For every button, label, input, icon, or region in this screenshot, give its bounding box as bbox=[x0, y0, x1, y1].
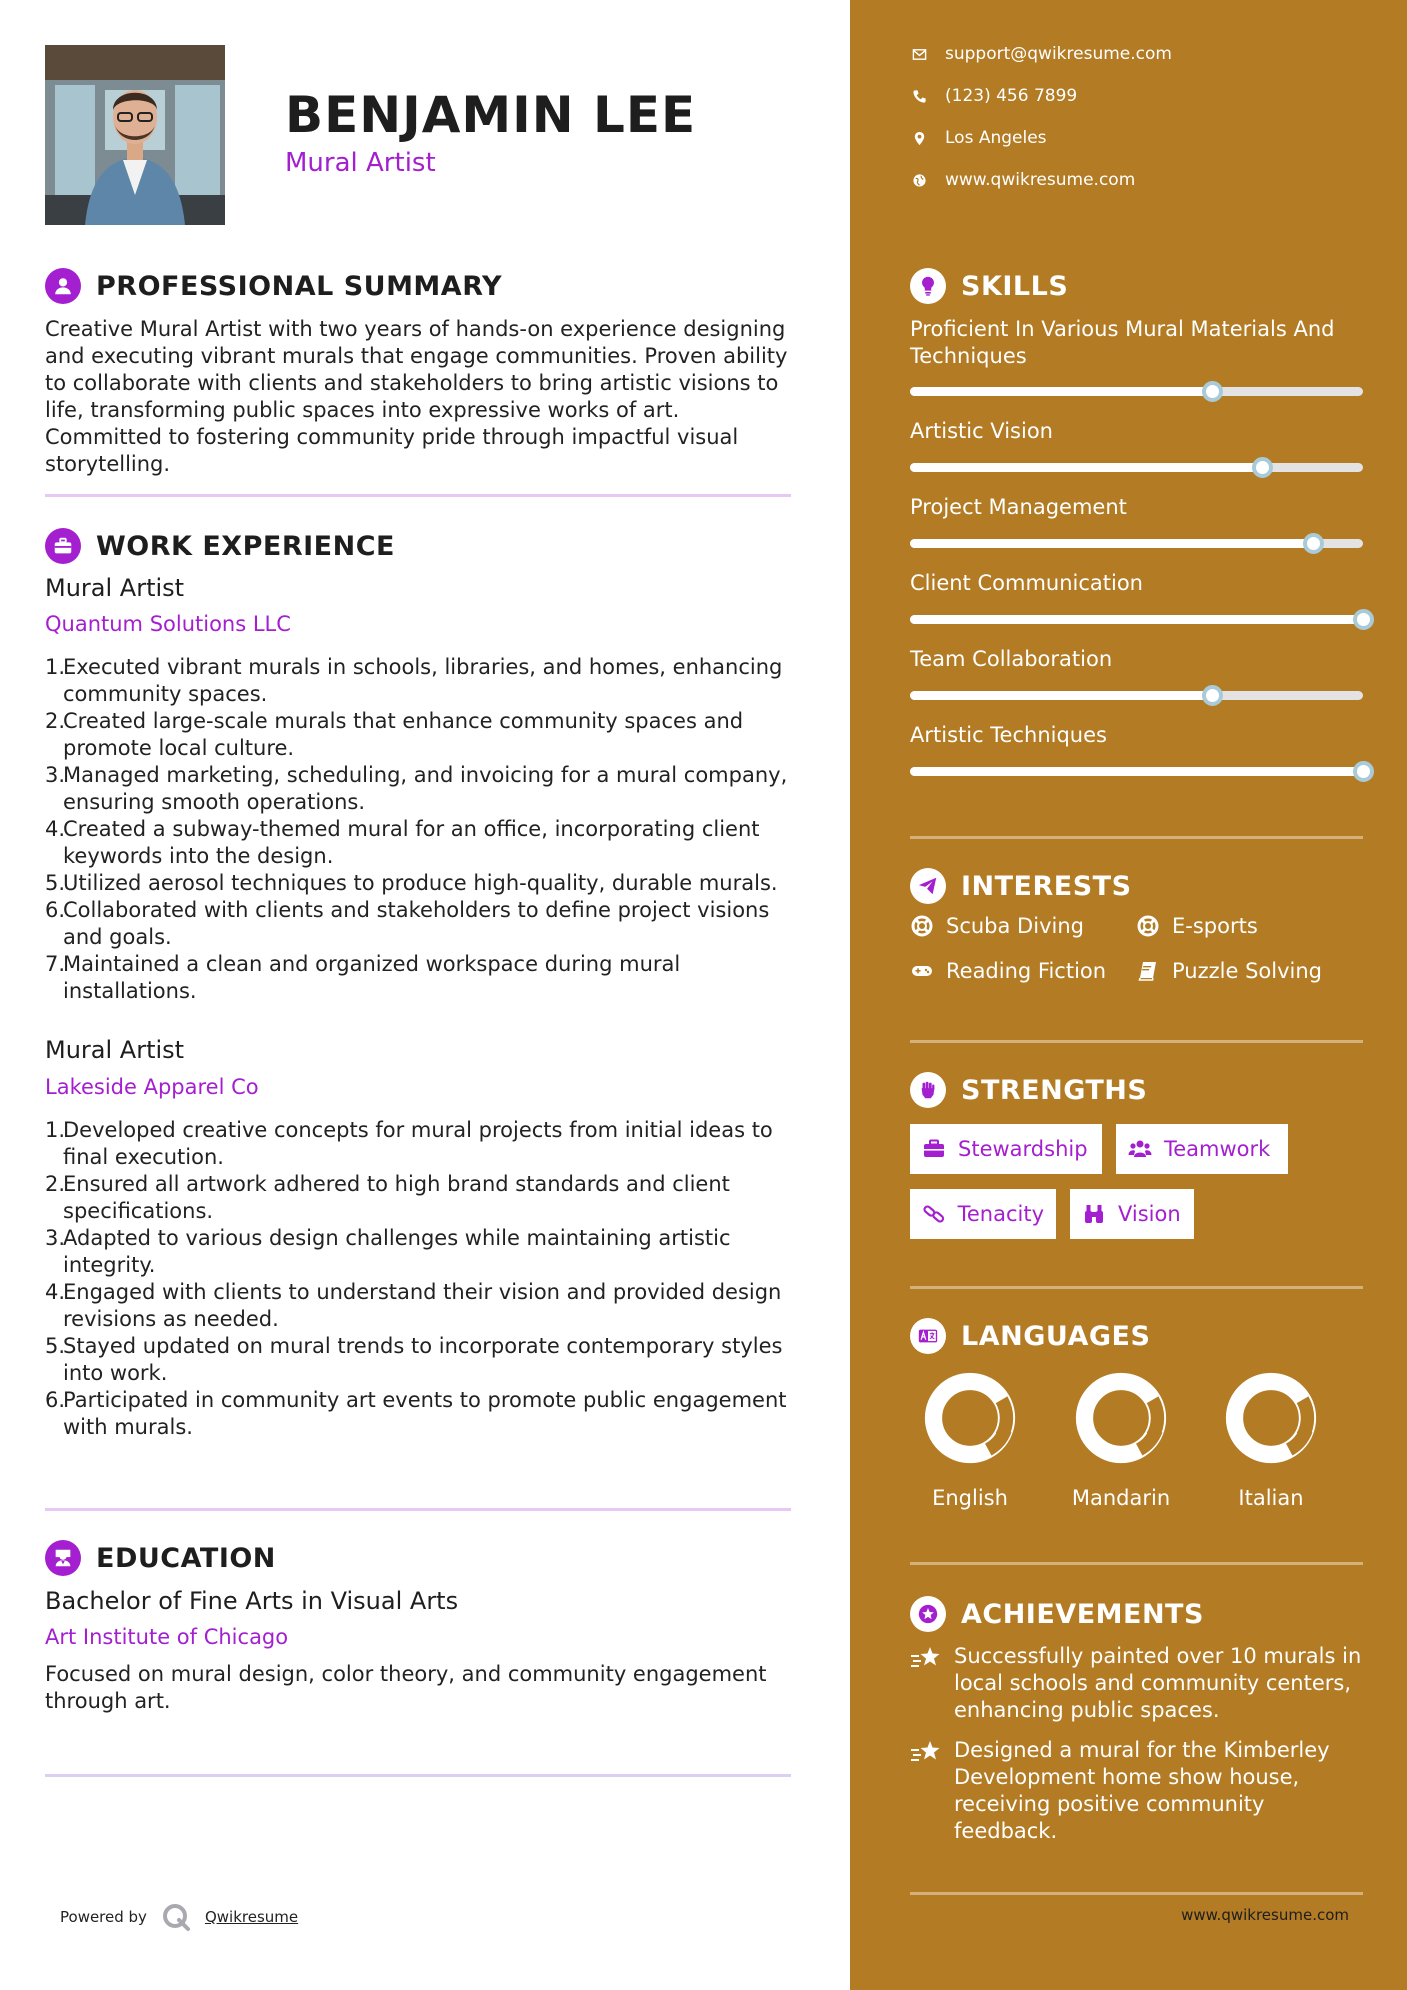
skill-level-knob bbox=[1202, 381, 1223, 402]
qwikresume-link[interactable]: Qwikresume bbox=[204, 1908, 299, 1926]
achievement-text: Successfully painted over 10 murals in local schools and community centers, enhancing public spaces. bbox=[954, 1644, 1362, 1722]
divider bbox=[910, 1892, 1363, 1895]
divider bbox=[45, 494, 791, 497]
skill-bar-fill bbox=[910, 691, 1212, 700]
envelope-icon bbox=[912, 47, 927, 62]
candidate-role: Mural Artist bbox=[285, 148, 436, 178]
skill-bar bbox=[910, 691, 1363, 700]
skill-bar-fill bbox=[910, 463, 1262, 472]
contact-location bbox=[912, 128, 1047, 148]
star-badge-icon bbox=[910, 1596, 946, 1632]
list-item: Managed marketing, scheduling, and invoicing for a mural company, ensuring smooth operations. bbox=[63, 763, 788, 814]
link-icon bbox=[922, 1202, 946, 1226]
footer-website[interactable]: www.qwikresume.com bbox=[1181, 1906, 1349, 1924]
skill-bar bbox=[910, 767, 1363, 776]
experience-title: WORK EXPERIENCE bbox=[96, 530, 395, 562]
list-item: Participated in community art events to promote public engagement with murals. bbox=[63, 1388, 787, 1439]
interest-item bbox=[910, 959, 1106, 983]
contact-phone[interactable] bbox=[912, 86, 1077, 106]
interest-label: Puzzle Solving bbox=[1172, 959, 1322, 983]
divider bbox=[910, 836, 1363, 839]
qwikresume-logo-icon bbox=[161, 1902, 191, 1932]
achievements-title: ACHIEVEMENTS bbox=[961, 1598, 1204, 1630]
list-item: Created a subway-themed mural for an office, incorporating client keywords into the design. bbox=[63, 817, 760, 868]
skill-bar-fill bbox=[910, 539, 1313, 548]
list-item: Stayed updated on mural trends to incorporate contemporary styles into work. bbox=[63, 1334, 783, 1385]
footer-powered-by bbox=[60, 1902, 298, 1932]
strength-chip bbox=[910, 1124, 1102, 1174]
language-ring bbox=[1073, 1370, 1169, 1466]
job-title: Mural Artist bbox=[45, 574, 185, 602]
skill-bar bbox=[910, 463, 1363, 472]
paper-plane-icon bbox=[910, 868, 946, 904]
graduate-icon bbox=[45, 1540, 81, 1576]
achievement-item bbox=[910, 1737, 1370, 1845]
language-item bbox=[1046, 1370, 1196, 1510]
languages-heading bbox=[910, 1318, 1150, 1354]
briefcase-icon bbox=[45, 528, 81, 564]
summary-heading bbox=[45, 268, 502, 304]
fist-icon bbox=[910, 1072, 946, 1108]
language-name: English bbox=[932, 1486, 1008, 1510]
list-item: Maintained a clean and organized workspace during mural installations. bbox=[63, 952, 681, 1003]
powered-by-label: Powered by bbox=[60, 1908, 147, 1926]
language-ring bbox=[922, 1370, 1018, 1466]
shooting-star-icon bbox=[910, 1645, 942, 1673]
interest-item bbox=[1136, 914, 1258, 938]
skill-name: Artistic Techniques bbox=[910, 723, 1107, 747]
summary-text: Creative Mural Artist with two years of hands-on experience designing and executing vibrant murals that engage communities. Proven ability to collaborate with clients and stakeholders to bring artistic visions to life, transforming public spaces into expressive works of art. Committed to fostering community pride through impactful visual storytelling. bbox=[45, 317, 788, 476]
language-item bbox=[895, 1370, 1045, 1510]
list-item: Developed creative concepts for mural projects from initial ideas to final execution. bbox=[63, 1118, 773, 1169]
list-item: Created large-scale murals that enhance community spaces and promote local culture. bbox=[63, 709, 744, 760]
job-company: Lakeside Apparel Co bbox=[45, 1075, 259, 1099]
strengths-title: STRENGTHS bbox=[961, 1074, 1148, 1106]
summary-title: PROFESSIONAL SUMMARY bbox=[96, 270, 503, 302]
interests-title: INTERESTS bbox=[961, 870, 1132, 902]
divider bbox=[910, 1562, 1363, 1565]
globe-icon bbox=[912, 173, 927, 188]
strength-label: Stewardship bbox=[958, 1137, 1088, 1161]
job-title: Mural Artist bbox=[45, 1036, 185, 1064]
skill-level-knob bbox=[1353, 609, 1374, 630]
skill-name: Team Collaboration bbox=[910, 647, 1113, 671]
skill-bar-fill bbox=[910, 387, 1212, 396]
binoculars-icon bbox=[1082, 1202, 1106, 1226]
location-text: Los Angeles bbox=[945, 128, 1047, 148]
education-title: EDUCATION bbox=[96, 1542, 276, 1574]
degree: Bachelor of Fine Arts in Visual Arts bbox=[45, 1587, 459, 1615]
skill-bar-fill bbox=[910, 615, 1363, 624]
language-name: Italian bbox=[1238, 1486, 1304, 1510]
strength-chip bbox=[910, 1189, 1056, 1239]
interest-item bbox=[910, 914, 1084, 938]
list-item: Executed vibrant murals in schools, libraries, and homes, enhancing community spaces. bbox=[63, 655, 783, 706]
strength-chip bbox=[1070, 1189, 1194, 1239]
strength-label: Tenacity bbox=[957, 1202, 1044, 1226]
language-item bbox=[1196, 1370, 1346, 1510]
candidate-name: BENJAMIN LEE bbox=[285, 86, 697, 144]
interest-label: Reading Fiction bbox=[946, 959, 1107, 983]
map-marker-icon bbox=[912, 131, 927, 146]
strength-chip bbox=[1116, 1124, 1288, 1174]
achievement-item bbox=[910, 1643, 1370, 1724]
briefcase-icon bbox=[922, 1137, 946, 1161]
job-company: Quantum Solutions LLC bbox=[45, 612, 291, 636]
email-text: support@qwikresume.com bbox=[945, 44, 1172, 64]
language-ring bbox=[1223, 1370, 1319, 1466]
skills-heading bbox=[910, 268, 1068, 304]
divider bbox=[910, 1040, 1363, 1043]
skill-name: Client Communication bbox=[910, 571, 1143, 595]
shooting-star-icon bbox=[910, 1739, 942, 1767]
phone-icon bbox=[912, 89, 927, 104]
contact-website[interactable] bbox=[912, 170, 1135, 190]
translate-icon bbox=[910, 1318, 946, 1354]
list-item: Engaged with clients to understand their vision and provided design revisions as needed. bbox=[63, 1280, 782, 1331]
language-name: Mandarin bbox=[1071, 1486, 1171, 1510]
achievement-text: Designed a mural for the Kimberley Development home show house, receiving positive community feedback. bbox=[954, 1738, 1330, 1843]
divider bbox=[45, 1508, 791, 1511]
divider bbox=[910, 1286, 1363, 1289]
phone-text: (123) 456 7899 bbox=[945, 86, 1078, 106]
website-text: www.qwikresume.com bbox=[945, 170, 1136, 190]
skill-level-knob bbox=[1353, 761, 1374, 782]
achievements-heading bbox=[910, 1596, 1204, 1632]
skill-bar bbox=[910, 615, 1363, 624]
list-item: Collaborated with clients and stakeholders to define project visions and goals. bbox=[63, 898, 770, 949]
life-ring-icon bbox=[910, 914, 934, 938]
contact-email[interactable] bbox=[912, 44, 1172, 64]
languages-title: LANGUAGES bbox=[961, 1320, 1151, 1352]
skill-name: Project Management bbox=[910, 495, 1127, 519]
skill-bar bbox=[910, 539, 1363, 548]
life-ring-icon bbox=[1136, 914, 1160, 938]
list-item: Adapted to various design challenges while maintaining artistic integrity. bbox=[63, 1226, 731, 1277]
profile-photo bbox=[45, 45, 225, 225]
skill-name: Artistic Vision bbox=[910, 419, 1053, 443]
gamepad-icon bbox=[910, 959, 934, 983]
divider bbox=[45, 1774, 791, 1777]
education-description: Focused on mural design, color theory, and community engagement through art. bbox=[45, 1662, 767, 1713]
skill-name: Proficient In Various Mural Materials And Techniques bbox=[910, 317, 1335, 368]
job-bullets bbox=[45, 654, 797, 1005]
list-item: Utilized aerosol techniques to produce high-quality, durable murals. bbox=[63, 871, 778, 895]
strength-label: Teamwork bbox=[1164, 1137, 1271, 1161]
interest-label: Scuba Diving bbox=[946, 914, 1084, 938]
interest-label: E-sports bbox=[1172, 914, 1258, 938]
book-icon bbox=[1136, 959, 1160, 983]
school: Art Institute of Chicago bbox=[45, 1625, 289, 1649]
strengths-heading bbox=[910, 1072, 1147, 1108]
education-heading bbox=[45, 1540, 276, 1576]
skill-level-knob bbox=[1202, 685, 1223, 706]
user-icon bbox=[45, 268, 81, 304]
lightbulb-icon bbox=[910, 268, 946, 304]
skill-bar-fill bbox=[910, 767, 1363, 776]
users-icon bbox=[1128, 1137, 1152, 1161]
skill-bar bbox=[910, 387, 1363, 396]
strength-label: Vision bbox=[1118, 1202, 1181, 1226]
skill-level-knob bbox=[1303, 533, 1324, 554]
interest-item bbox=[1136, 959, 1322, 983]
interests-heading bbox=[910, 868, 1132, 904]
list-item: Ensured all artwork adhered to high brand standards and client specifications. bbox=[63, 1172, 730, 1223]
job-bullets bbox=[45, 1117, 797, 1441]
experience-heading bbox=[45, 528, 395, 564]
skills-title: SKILLS bbox=[961, 270, 1069, 302]
